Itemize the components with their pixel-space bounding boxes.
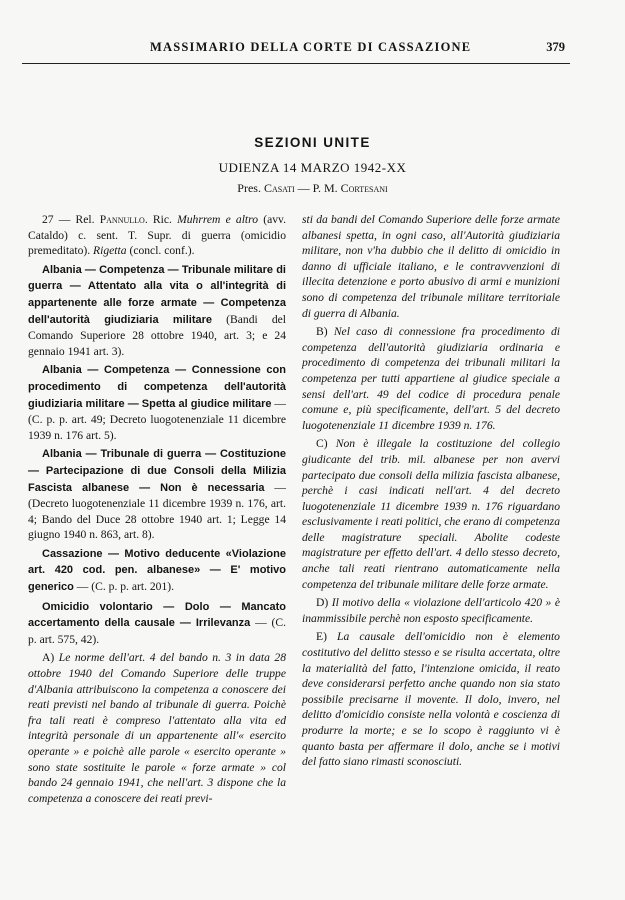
pm-label: — P. M. — [297, 181, 338, 195]
summary-paragraph — [302, 324, 560, 433]
appellant-name: Muhrrem e altro — [177, 213, 259, 226]
case-details: (avv. Cataldo) c. sent. T. Supr. di guerra (omicidio premeditato). — [28, 213, 286, 258]
left-column — [28, 212, 286, 809]
summary-paragraph — [302, 212, 560, 321]
paragraph-text: Il motivo della « violazione dell'articolo 420 » è inammissibile perchè non esposto specificamente. — [302, 596, 560, 625]
right-column — [302, 212, 560, 773]
maxim-refs: (Bandi del Comando Superiore 28 ottobre 1940, art. 3; e 24 gennaio 1941 art. 3). — [28, 312, 287, 358]
paragraph-text: Le norme dell'art. 4 del bando n. 3 in data 28 ottobre 1940 del Comando Superiore delle truppe d'Albania attribuiscono la competenza a conoscere dei reati previsti nel bando al tribunale di guerra. Poichè fra tali reati è compreso l'attentato alla vita ed integrità personale di un appartenente all'« esercito operante » e poichè alle parole « esercito operante » sono state sostituite le parole « forze armate » col bando 24 gennaio 1941, che nell'art. 3 dispone che la competenza a conoscere dei reati previ- — [28, 651, 286, 805]
paragraph-text: sti da bandi del Comando Superiore delle forze armate albanesi spetta, in ogni caso, all'Autorità giudiziaria militare, non v'ha dubbio che il delitto di omicidio in danno di ufficiale italiano, e le contravvenzioni di illecita detenzione e porto abusivo di armi e munizioni sono di competenza del tribunale militare territoriale di guerra di Albania. — [302, 213, 560, 320]
page-number: 379 — [546, 40, 565, 54]
maxim-refs: — (C. p. art. 575, 42). — [28, 616, 287, 646]
maxim — [28, 262, 286, 360]
paragraph-label: E) — [316, 630, 327, 644]
president-name: Casati — [263, 181, 295, 195]
maxim-keywords: Omicidio volontario — Dolo — Mancato accertamento della causale — Irrilevanza — [28, 600, 286, 630]
case-outcome: Rigetta — [93, 244, 127, 258]
paragraph-label: C) — [316, 437, 328, 451]
maxim-keywords: Albania — Competenza — Tribunale militare di guerra — Attentato alla vita o all'integrità di appartenente alle forze armate — Competenza dell'autorità giudiziaria militare — [28, 263, 286, 326]
paragraph-label: D) — [316, 596, 329, 610]
maxim-keywords: Albania — Competenza — Connessione con procedimento di competenza dell'autorità giudiziaria militare — Spetta al giudice militare — [28, 364, 286, 410]
summary-paragraph — [302, 595, 560, 626]
paragraph-text: La causale dell'omicidio non è elemento costitutivo del delitto stesso e se risulta accertata, oltre la materialità del fatto, l'intenzione omicida, il reato deve considerarsi perfetto anche quando non sia stato possibile precisarne il movente. Il dolo, invero, nel delitto d'omicidio consiste nella volontà e coscienza di produrre la morte; e se lo scopo è raggiunto vi è quanto basta per affermare il dolo, anche se i motivi del fatto siano rimasti sconosciuti. — [302, 630, 560, 769]
section-title: SEZIONI UNITE — [254, 135, 371, 150]
maxim — [28, 546, 286, 596]
summary-paragraph — [302, 629, 560, 769]
maxim-keywords: Albania — Tribunale di guerra — Costituzione — Partecipazione di due Consoli della Milizia Fascista albanese — Non è necessaria — [28, 448, 286, 494]
rapporteur-name: Pannullo — [99, 213, 145, 226]
maxim-refs: — (C. p. p. art. 201). — [76, 580, 175, 594]
running-header — [150, 40, 565, 60]
paragraph-text: Non è illegale la costituzione del collegio giudicante del trib. mil. albanese per non avervi partecipato due consoli della milizia fascista albanese, perchè i casi indicati nell'art. 4 del decreto luogotenenziale 11 dicembre 1939 n. 176 riguardano esclusivamente i reati politici, che erano di competenza delle magistrature speciali. Abolite codeste magistrature per effetto dell'art. 4 dello stesso decreto, anche tali reati rientrano automaticamente nella competenza del tribunale militare delle forze armate. — [302, 437, 560, 591]
maxim — [28, 599, 286, 648]
hearing-date: UDIENZA 14 MARZO 1942-XX — [218, 160, 407, 175]
paragraph-label: A) — [42, 651, 55, 665]
header-rule — [22, 63, 570, 64]
summary-paragraph — [28, 650, 286, 806]
maxim-refs: — (Decreto luogotenenziale 11 dicembre 1939 n. 176, art. 4; Bando del Duce 28 ottobre 1940 art. 1; Legge 14 giugno 1940 n. 863, art. 8). — [28, 480, 286, 542]
maxim-refs: — (C. p. p. art. 49; Decreto luogotenenziale 11 dicembre 1939 n. 176 art. 5). — [28, 396, 286, 442]
maxim — [28, 362, 286, 443]
summary-paragraph — [302, 436, 560, 592]
prosecutor-name: Cortesani — [340, 181, 388, 195]
rel-label: — Rel. — [58, 213, 95, 226]
paragraph-text: Nel caso di connessione fra procedimento di competenza dell'autorità giudiziaria ordinaria e procedimento di competenza dei tribunali militari la competenza per tutti appartiene al giudice speciale a sensi dell'art. 49 del codice di procedura penale comune e, più specificamente, dell'art. 5 del decreto luogotenenziale 11 dicembre 1939 n. 176. — [302, 325, 560, 432]
case-number: 27 — [42, 213, 54, 226]
pres-label: Pres. — [237, 181, 261, 195]
case-conclusions: (concl. conf.). — [129, 244, 195, 258]
running-title: MASSIMARIO DELLA CORTE DI CASSAZIONE — [150, 40, 472, 54]
presidency-line — [0, 181, 625, 196]
maxim — [28, 446, 286, 543]
ric-label: . Ric. — [144, 213, 172, 226]
paragraph-label: B) — [316, 325, 328, 339]
maxim-keywords: Cassazione — Motivo deducente «Violazione art. 420 cod. pen. albanese» — E' motivo generico — [28, 547, 286, 594]
case-heading — [28, 212, 286, 259]
